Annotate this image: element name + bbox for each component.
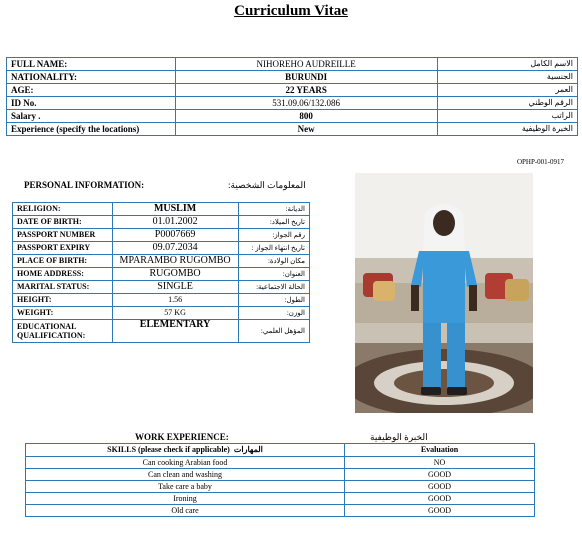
- details-row: [7, 97, 578, 110]
- personal-info-label: PASSPORT EXPIRY: [13, 242, 113, 255]
- skill-row: [26, 493, 535, 505]
- detail-label-arabic: الاسم الكامل: [437, 58, 577, 71]
- details-table: [6, 57, 578, 136]
- detail-value: NIHOREHO AUDREILLE: [175, 58, 437, 71]
- personal-info-label-arabic: الطول:: [238, 294, 310, 307]
- personal-info-label: RELIGION:: [13, 203, 113, 216]
- skill-name: Can cooking Arabian food: [26, 457, 345, 469]
- detail-label-arabic: العمر: [437, 84, 577, 97]
- personal-info-value: 57 KG: [112, 307, 238, 320]
- detail-label: Salary .: [7, 110, 176, 123]
- skills-column-header: SKILLS (please check if applicable) المهارات: [26, 444, 345, 457]
- skill-row: [26, 469, 535, 481]
- personal-info-row: [13, 307, 310, 320]
- personal-info-row: [13, 229, 310, 242]
- personal-info-label-arabic: تاريخ الميلاد:: [238, 216, 310, 229]
- skill-evaluation: GOOD: [345, 481, 535, 493]
- detail-label: ID No.: [7, 97, 176, 110]
- personal-info-label-arabic: الديانة:: [238, 203, 310, 216]
- personal-info-value: RUGOMBO: [112, 268, 238, 281]
- personal-info-row: [13, 294, 310, 307]
- personal-info-label-arabic: المؤهل العلمي:: [238, 320, 310, 343]
- skills-table: [25, 443, 535, 517]
- personal-info-row: [13, 203, 310, 216]
- details-row: [7, 58, 578, 71]
- personal-info-row: [13, 320, 310, 343]
- personal-info-label-arabic: مكان الولادة:: [238, 255, 310, 268]
- personal-info-value: ELEMENTARY: [112, 320, 238, 343]
- skills-column-header-arabic: المهارات: [233, 445, 263, 454]
- personal-info-value: 1.56: [112, 294, 238, 307]
- personal-info-label-arabic: الوزن:: [238, 307, 310, 320]
- skill-row: [26, 457, 535, 469]
- personal-info-label: DATE OF BIRTH:: [13, 216, 113, 229]
- personal-info-label-arabic: تاريخ انتهاء الجواز :: [238, 242, 310, 255]
- detail-label: Experience (specify the locations): [7, 123, 176, 136]
- personal-info-heading: PERSONAL INFORMATION:: [24, 180, 145, 190]
- work-experience-heading: WORK EXPERIENCE:: [135, 432, 229, 442]
- work-experience-heading-arabic: الخبرة الوظيفية: [370, 432, 428, 442]
- detail-label: NATIONALITY:: [7, 71, 176, 84]
- skill-evaluation: GOOD: [345, 493, 535, 505]
- details-row: [7, 110, 578, 123]
- personal-info-label: PLACE OF BIRTH:: [13, 255, 113, 268]
- detail-value: 800: [175, 110, 437, 123]
- skill-row: [26, 505, 535, 517]
- skill-evaluation: GOOD: [345, 505, 535, 517]
- personal-info-value: MPARAMBO RUGOMBO: [112, 255, 238, 268]
- personal-info-value: MUSLIM: [112, 203, 238, 216]
- details-row: [7, 84, 578, 97]
- personal-info-value: SINGLE: [112, 281, 238, 294]
- personal-info-label: HEIGHT:: [13, 294, 113, 307]
- personal-info-row: [13, 255, 310, 268]
- detail-value: New: [175, 123, 437, 136]
- detail-label: AGE:: [7, 84, 176, 97]
- personal-info-label-arabic: الحالة الاجتماعية:: [238, 281, 310, 294]
- document-title: Curriculum Vitae: [234, 3, 348, 19]
- personal-info-row: [13, 242, 310, 255]
- detail-label-arabic: الرقم الوطني: [437, 97, 577, 110]
- detail-value: 22 YEARS: [175, 84, 437, 97]
- personal-info-value: 09.07.2034: [112, 242, 238, 255]
- details-row: [7, 71, 578, 84]
- detail-value: 531.09.06/132.086: [175, 97, 437, 110]
- candidate-photo: [355, 173, 533, 413]
- personal-info-label: HOME ADDRESS:: [13, 268, 113, 281]
- personal-info-value: 01.01.2002: [112, 216, 238, 229]
- detail-label-arabic: الراتب: [437, 110, 577, 123]
- personal-info-value: P0007669: [112, 229, 238, 242]
- personal-info-row: [13, 268, 310, 281]
- detail-label: FULL NAME:: [7, 58, 176, 71]
- personal-info-label: WEIGHT:: [13, 307, 113, 320]
- personal-info-table: [12, 202, 310, 343]
- personal-info-row: [13, 281, 310, 294]
- skill-evaluation: GOOD: [345, 469, 535, 481]
- skill-name: Take care a baby: [26, 481, 345, 493]
- skill-name: Old care: [26, 505, 345, 517]
- personal-info-label-arabic: رقم الجواز:: [238, 229, 310, 242]
- personal-info-label-arabic: العنوان:: [238, 268, 310, 281]
- personal-info-row: [13, 216, 310, 229]
- skill-name: Ironing: [26, 493, 345, 505]
- evaluation-column-header: Evaluation: [345, 444, 535, 457]
- skill-name: Can clean and washing: [26, 469, 345, 481]
- detail-label-arabic: الجنسية: [437, 71, 577, 84]
- skill-row: [26, 481, 535, 493]
- reference-code: OPHP-001-0917: [516, 158, 564, 166]
- personal-info-label: PASSPORT NUMBER: [13, 229, 113, 242]
- personal-info-label: MARITAL STATUS:: [13, 281, 113, 294]
- details-row: [7, 123, 578, 136]
- detail-label-arabic: الخبرة الوظيفية: [437, 123, 577, 136]
- personal-info-label: EDUCATIONAL QUALIFICATION:: [13, 320, 113, 343]
- detail-value: BURUNDI: [175, 71, 437, 84]
- skill-evaluation: NO: [345, 457, 535, 469]
- personal-info-heading-arabic: المعلومات الشخصية:: [228, 180, 306, 190]
